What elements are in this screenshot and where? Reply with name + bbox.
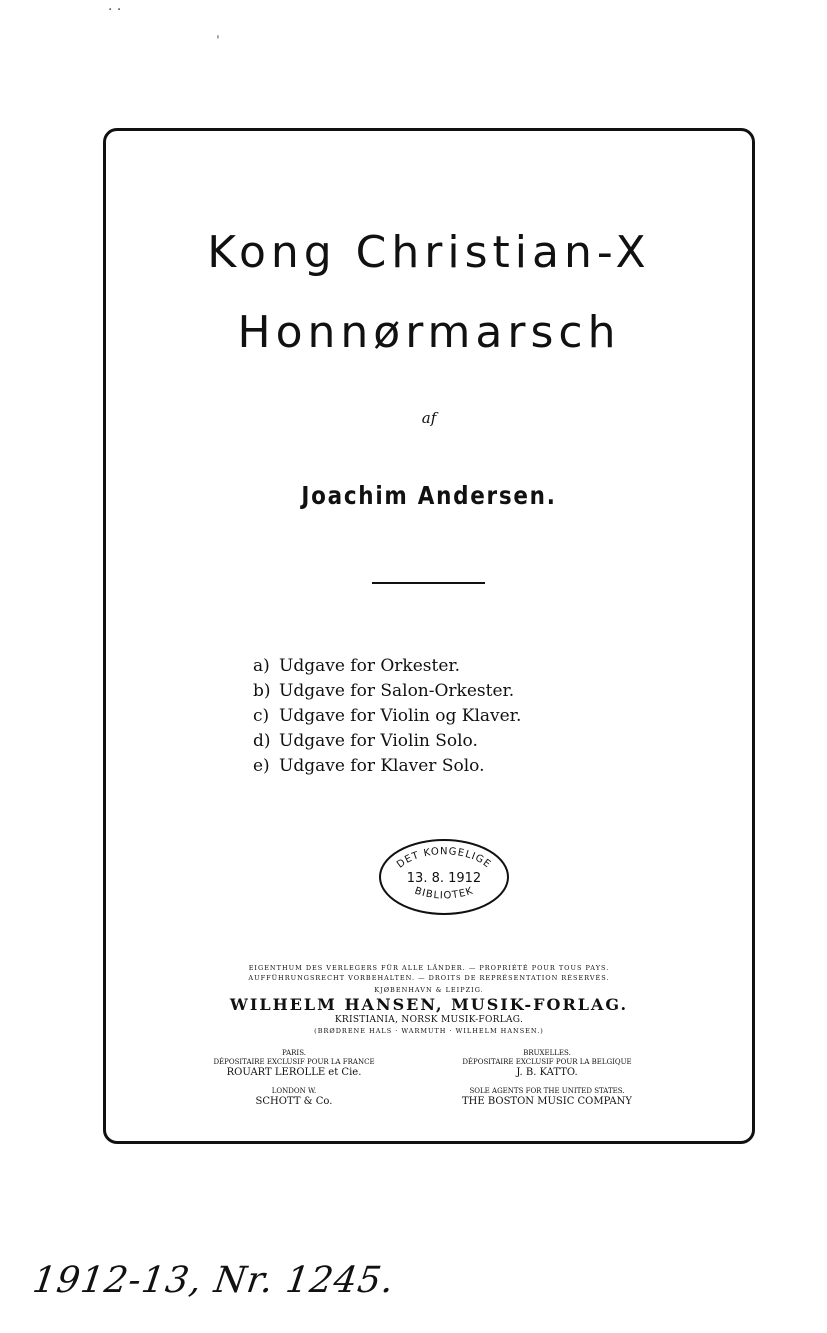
svg-text:DET KONGELIGE [395,846,493,870]
stamp-top-text: DET KONGELIGE [394,846,494,871]
publisher-name: WILHELM HANSEN, MUSIK-FORLAG. [229,995,629,1014]
edition-item: d) Udgave for Violin Solo. [253,731,478,751]
rights-line-1: EIGENTHUM DES VERLEGERS FÜR ALLE LÄNDER. — PROPRIÉTÉ POUR TOUS PAYS. [248,964,610,972]
kristiania-line: KRISTIANIA, NORSK MUSIK-FORLAG. [334,1015,524,1025]
rights-line-2: AUFFÜHRUNGSRECHT VORBEHALTEN. — DROITS DE REPRÉSENTATION RÉSERVÉS. [248,974,610,982]
stamp-bottom-text: BIBLIOTEK [413,885,475,902]
of-word: af [421,409,437,427]
library-stamp [376,836,512,918]
stamp-date: 13. 8. 1912 [406,871,482,886]
edition-item: a) Udgave for Orkester. [253,656,461,676]
paper-speck: ˈ [216,34,220,50]
agent-london: LONDON W. SCHOTT & Co. [255,1087,333,1107]
publisher-imprint [106,963,752,1036]
title-line-1: Kong Christian-X [207,227,651,278]
agent-united-states: SOLE AGENTS FOR THE UNITED STATES. THE BOSTON MUSIC COMPANY [461,1087,633,1107]
brodrene-line: (BRØDRENE HALS · WARMUTH · WILHELM HANSEN.) [314,1027,544,1035]
svg-text:BIBLIOTEK [413,885,475,901]
divider-rule [372,582,485,584]
composer-name: Joachim Andersen. [301,481,557,510]
title-page-frame [103,128,755,1144]
paper-speck: · · [108,2,122,18]
publisher-cities: KJØBENHAVN & LEIPZIG. [374,986,484,994]
edition-item: b) Udgave for Salon-Orkester. [253,681,515,701]
handwritten-accession-note: 1912-13, Nr. 1245. [30,1260,398,1301]
title-line-2: Honnørmarsch [237,307,621,358]
editions-list [253,654,521,779]
edition-item: c) Udgave for Violin og Klaver. [253,706,522,726]
agent-paris: PARIS. DÉPOSITAIRE EXCLUSIF POUR LA FRANCE ROUART LEROLLE et Cie. [213,1049,375,1078]
edition-item: e) Udgave for Klaver Solo. [253,756,485,776]
agent-bruxelles: BRUXELLES. DÉPOSITAIRE EXCLUSIF POUR LA BELGIQUE J. B. KATTO. [462,1049,632,1078]
